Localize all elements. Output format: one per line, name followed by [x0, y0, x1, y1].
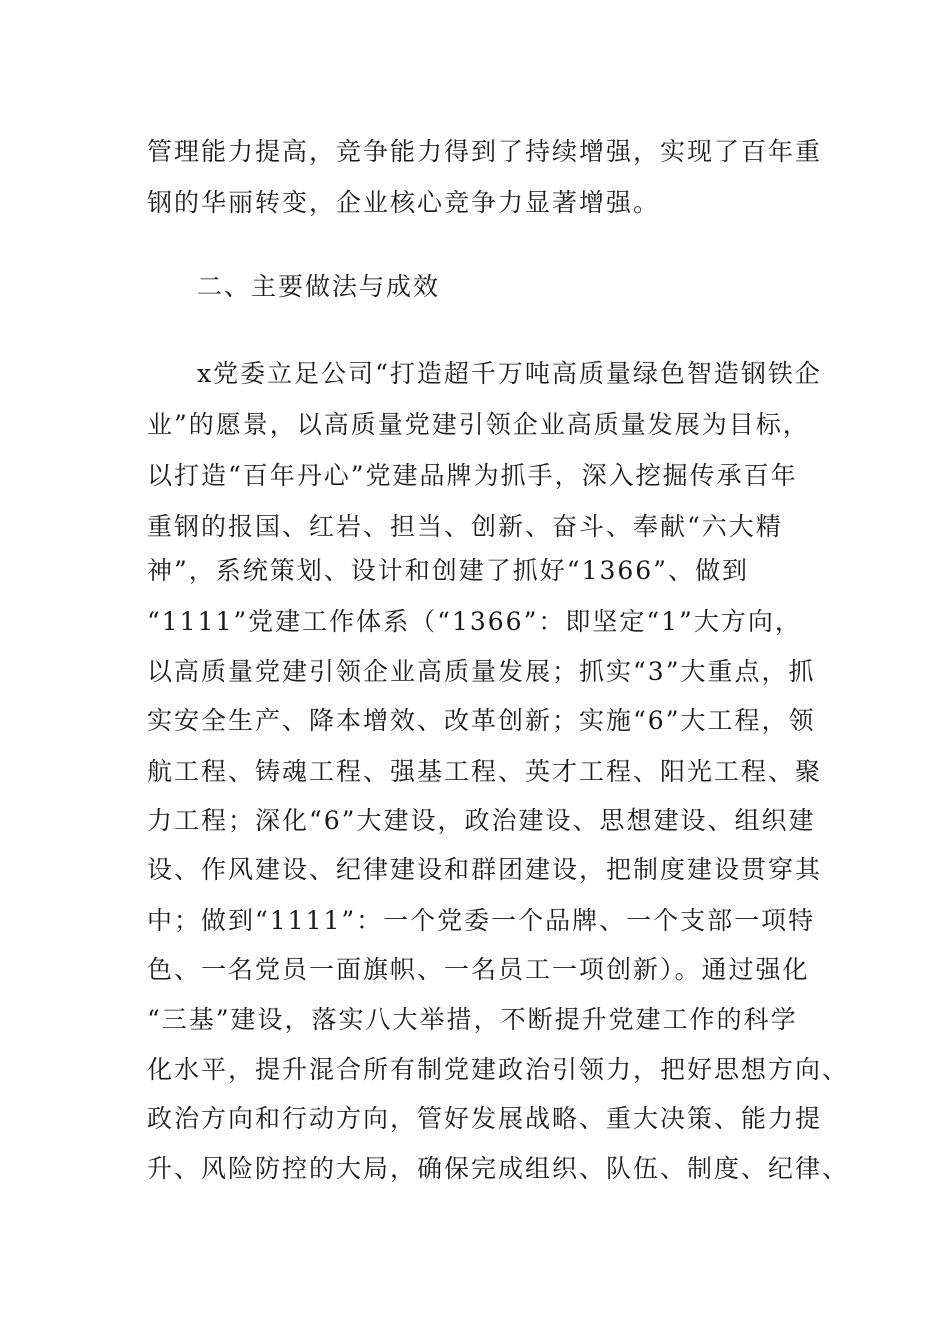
paragraph-line: 色、一名党员一面旗帜、一名员工一项创新）。通过强化 — [147, 955, 810, 984]
paragraph-line: 钢的华丽转变，企业核心竞争力显著增强。 — [147, 188, 661, 217]
paragraph-line: 实安全生产、降本增效、改革创新；实施“6”大工程，领 — [147, 706, 816, 735]
paragraph-line: 以高质量党建引领企业高质量发展；抓实“3”大重点，抓 — [147, 657, 816, 686]
paragraph-line: 政治方向和行动方向，管好发展战略、重大决策、能力提 — [147, 1104, 823, 1133]
paragraph-line: 力工程；深化“6”大建设，政治建设、思想建设、组织建 — [147, 806, 816, 835]
paragraph-line: 以打造“百年丹心”党建品牌为抓手，深入挖掘传承百年 — [147, 461, 798, 490]
paragraph-line: 管理能力提高，竞争能力得到了持续增强，实现了百年重 — [147, 137, 823, 166]
paragraph-line: 神”，系统策划、设计和创建了抓好“1366”、做到 — [147, 556, 749, 585]
section-heading: 二、主要做法与成效 — [197, 272, 441, 301]
paragraph-line: “1111”党建工作体系（“1366”：即坚定“1”大方向， — [147, 607, 802, 636]
paragraph-line: x党委立足公司“打造超千万吨高质量绿色智造钢铁企 — [197, 359, 822, 388]
paragraph-line: 业”的愿景，以高质量党建引领企业高质量发展为目标， — [147, 410, 810, 439]
paragraph-line: 设、作风建设、纪律建设和群团建设，把制度建设贯穿其 — [147, 855, 823, 884]
paragraph-line: “三基”建设，落实八大举措，不断提升党建工作的科学 — [147, 1005, 798, 1034]
paragraph-line: 重钢的报国、红岩、担当、创新、奋斗、奉献“六大精 — [147, 512, 783, 541]
paragraph-line: 化水平，提升混合所有制党建政治引领力，把好思想方向、 — [147, 1055, 850, 1084]
paragraph-line: 升、风险防控的大局，确保完成组织、队伍、制度、纪律、 — [147, 1154, 850, 1183]
paragraph-line: 中；做到“1111”：一个党委一个品牌、一个支部一项特 — [147, 906, 816, 935]
paragraph-line: 航工程、铸魂工程、强基工程、英才工程、阳光工程、聚 — [147, 757, 823, 786]
